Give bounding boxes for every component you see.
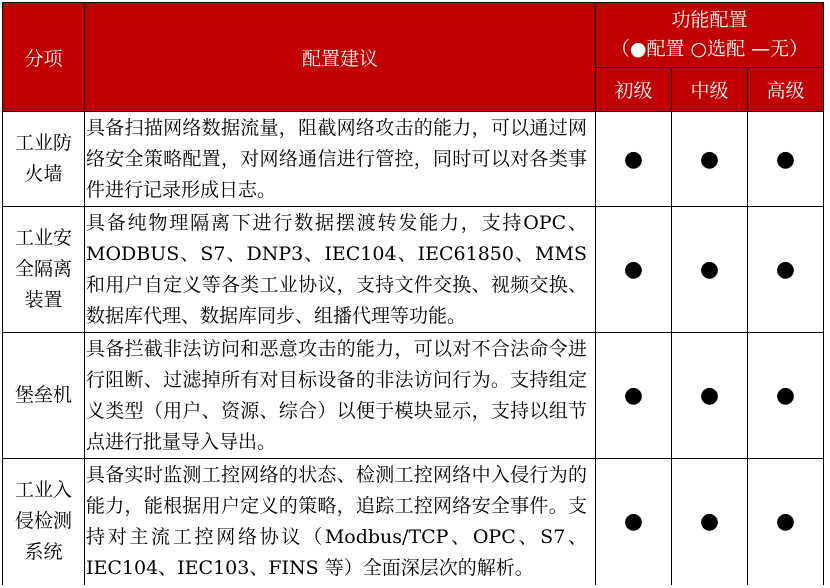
header-config: 配置建议 (85, 3, 596, 112)
table-row (3, 333, 824, 459)
mark-basic: ● (596, 333, 672, 459)
description-cell: 具备扫描网络数据流量，阻截网络攻击的能力，可以通过网络安全策略配置，对网络通信进行管控，同时可以对各类事件进行记录形成日志。 (85, 112, 596, 207)
mark-mid: ● (672, 207, 748, 333)
mark-basic: ● (596, 112, 672, 207)
category-cell: 堡垒机 (3, 333, 85, 459)
mark-high: ● (748, 112, 824, 207)
mark-mid: ● (672, 112, 748, 207)
header-function (596, 3, 824, 68)
header-level-mid: 中级 (672, 68, 748, 112)
mark-high: ● (748, 333, 824, 459)
header-level-basic: 初级 (596, 68, 672, 112)
mark-high: ● (748, 459, 824, 585)
header-function-title: 功能配置 (671, 9, 748, 31)
header-item: 分项 (3, 3, 85, 112)
category-cell: 工业入侵检测系统 (3, 459, 85, 585)
description-cell: 具备拦截非法访问和恶意攻击的能力，可以对不合法命令进行阻断、过滤掉所有对目标设备的非法访问行为。支持组定义类型（用户、资源、综合）以便于模块显示，支持以组节点进行批量导入导出。 (85, 333, 596, 459)
description-cell: 具备纯物理隔离下进行数据摆渡转发能力，支持OPC、MODBUS、S7、DNP3、IEC104、IEC61850、MMS 和用户自定义等各类工业协议，支持文件交换、视频交换、数据库代理、数据库同步、组播代理等功能。 (85, 207, 596, 333)
category-cell: 工业防火墙 (3, 112, 85, 207)
table-row (3, 112, 824, 207)
mark-mid: ● (672, 459, 748, 585)
header-level-high: 高级 (748, 68, 824, 112)
table-row (3, 207, 824, 333)
mark-basic: ● (596, 459, 672, 585)
security-config-table (2, 2, 824, 585)
description-cell: 具备实时监测工控网络的状态、检测工控网络中入侵行为的能力，能根据用户定义的策略，追踪工控网络安全事件。支持对主流工控网络协议（Modbus/TCP、OPC、S7、IEC104、IEC103、FINS 等）全面深层次的解析。 (85, 459, 596, 585)
mark-mid: ● (672, 333, 748, 459)
mark-high: ● (748, 207, 824, 333)
mark-basic: ● (596, 207, 672, 333)
header-legend: （●配置 ○选配 —无） (610, 38, 809, 60)
category-cell: 工业安全隔离装置 (3, 207, 85, 333)
table-row (3, 459, 824, 585)
